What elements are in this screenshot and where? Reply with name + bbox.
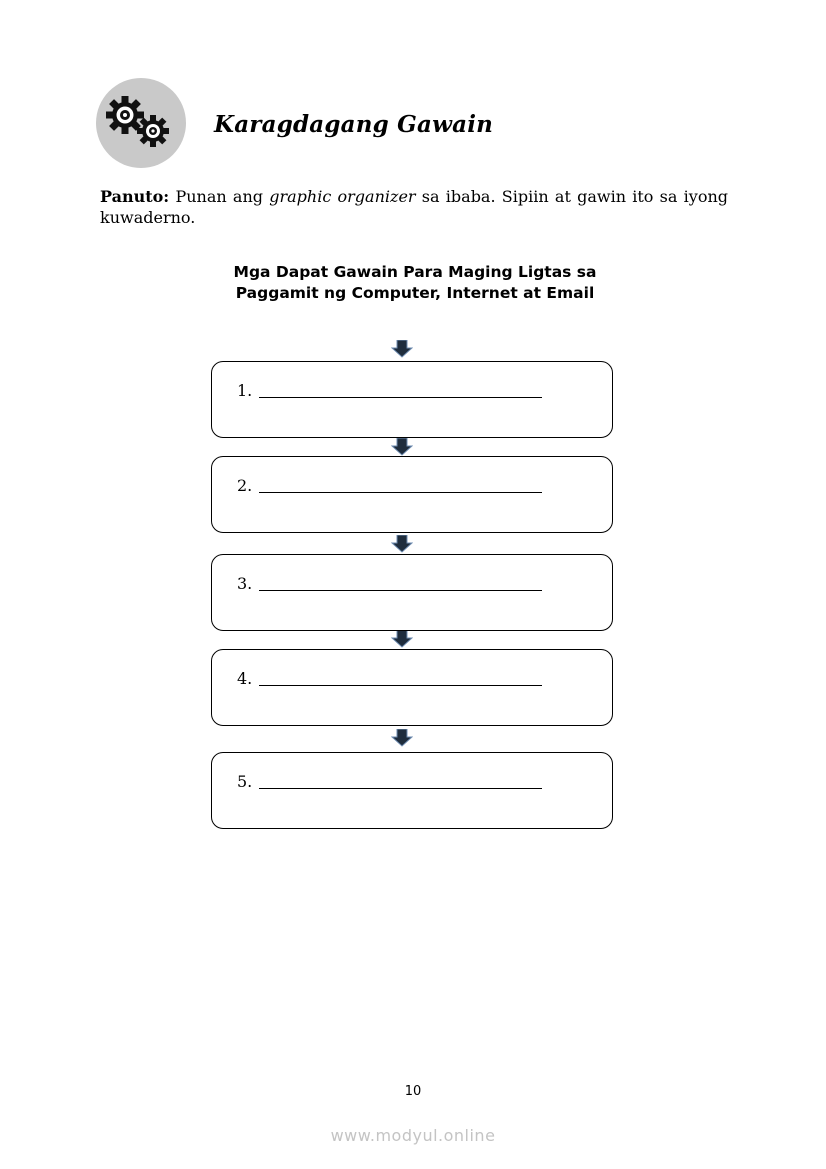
item-number: 5.: [237, 772, 253, 791]
answer-blank: [259, 492, 542, 493]
down-arrow-icon: [391, 535, 413, 553]
item-number: 2.: [237, 476, 253, 495]
organizer-box-5: [211, 752, 613, 829]
down-arrow-icon: [391, 340, 413, 358]
organizer-box-1: [211, 361, 613, 438]
organizer-box-4: [211, 649, 613, 726]
answer-blank: [259, 788, 542, 789]
organizer-title: Mga Dapat Gawain Para Maging Ligtas sa Paggamit ng Computer, Internet at Email: [233, 263, 597, 302]
instructions: [100, 186, 728, 228]
down-arrow-icon: [391, 630, 413, 648]
answer-blank: [259, 590, 542, 591]
down-arrow-icon: [391, 729, 413, 747]
gears-badge: [96, 78, 186, 168]
instructions-label: Panuto:: [100, 187, 170, 206]
watermark: www.modyul.online: [330, 1126, 496, 1145]
section-title: Karagdagang Gawain: [214, 111, 494, 138]
organizer-box-2: [211, 456, 613, 533]
page-number: 10: [404, 1084, 422, 1099]
item-number: 3.: [237, 574, 253, 593]
item-number: 1.: [237, 381, 253, 400]
instructions-emphasis: graphic organizer: [269, 187, 416, 206]
instructions-text-before: Punan ang: [169, 187, 270, 206]
answer-blank: [259, 397, 542, 398]
gears-icon: [96, 78, 186, 168]
answer-blank: [259, 685, 542, 686]
organizer-box-3: [211, 554, 613, 631]
instructions-text-after: sa ibaba. Sipiin at gawin ito sa iyong kuwaderno.: [100, 187, 728, 227]
item-number: 4.: [237, 669, 253, 688]
down-arrow-icon: [391, 438, 413, 456]
